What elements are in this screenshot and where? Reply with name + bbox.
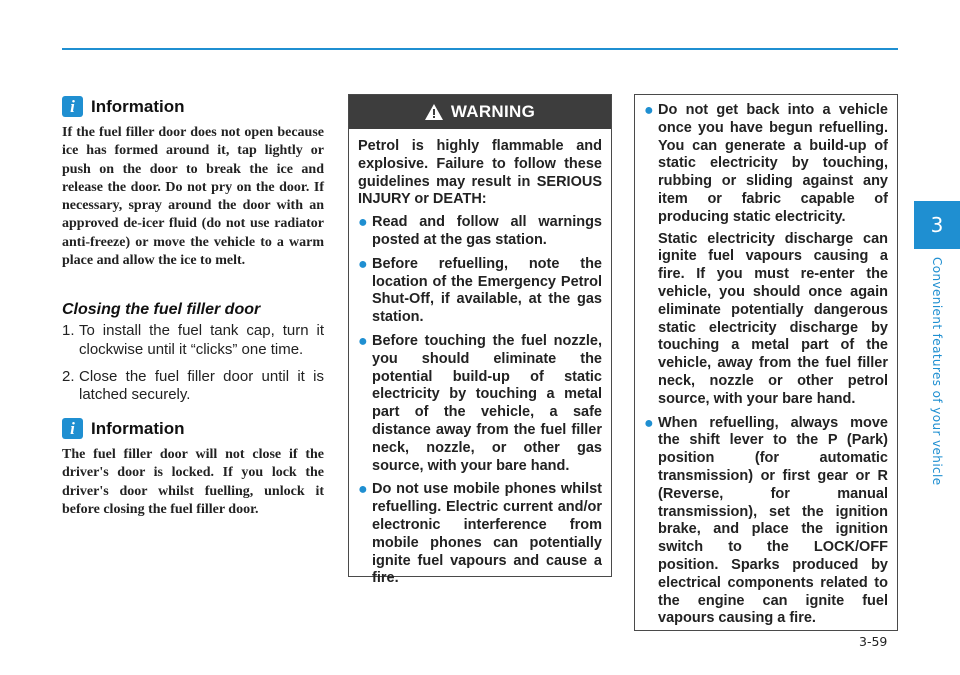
bullet-text: Before refuelling, note the location of the Emergency Petrol Shut-Off, if available, at the gas station.	[372, 255, 602, 326]
step-text: To install the fuel tank cap, turn it clockwise until it “clicks” one time.	[79, 322, 324, 358]
info-icon: i	[62, 96, 83, 117]
bullet-icon: ●	[644, 414, 654, 432]
list-item	[358, 481, 602, 588]
warning-triangle-icon	[425, 104, 443, 120]
info-heading-2	[62, 418, 185, 439]
section-heading-closing: Closing the fuel filler door	[62, 301, 261, 318]
bullet-icon: ●	[644, 102, 654, 119]
bullet-icon: ●	[358, 332, 368, 350]
chapter-number: 3	[930, 213, 944, 237]
bullet-text: When refuelling, always move the shift lever to the P (Park) position (for automatic transmission) or first gear or R (Reverse, for manual transmission), set the ignition brake, and place the ignition switch to the LOCK/OFF position. Sparks produced by electrical components related to the engine can ignite fuel vapours causing a fire.	[658, 414, 888, 627]
step-item	[62, 322, 324, 360]
bullet-text: Read and follow all warnings posted at the gas station.	[372, 214, 602, 248]
info-title: Information	[91, 418, 185, 438]
top-rule	[62, 48, 898, 50]
list-item	[358, 256, 602, 327]
closing-steps	[62, 322, 324, 413]
step-text: Close the fuel filler door until it is latched securely.	[79, 367, 324, 404]
step-item	[62, 368, 324, 406]
warning-continued-content	[635, 95, 897, 628]
bullet-text: Do not use mobile phones whilst refuelling. Electric current and/or electronic interference from mobile phones can potentially ignite fuel vapours and cause a fire.	[372, 481, 602, 587]
step-number: 1.	[62, 322, 75, 339]
info-body-2: The fuel filler door will not close if the driver's door is locked. If you lock the driver's door whilst fuelling, unlock it before closing the fuel filler door.	[62, 447, 324, 517]
warning-continued-box	[634, 94, 898, 631]
bullet-icon: ●	[358, 214, 368, 232]
info-title: Information	[91, 96, 185, 116]
warning-box	[348, 94, 612, 587]
bullet-icon: ●	[358, 481, 368, 499]
warning-title: WARNING	[450, 102, 536, 121]
list-item	[358, 214, 602, 250]
page-number: 3-59	[859, 634, 888, 649]
info-heading-1	[62, 96, 185, 117]
info-body-1: If the fuel filler door does not open because ice has formed around it, tap lightly or push on the door to break the ice and release the door. Do not pry on the door. If necessary, spray around the door with an approved de-icer fluid (do not use radiator anti-freeze) or move the vehicle to a warm place and allow the ice to melt.	[62, 125, 324, 269]
bullet-text: Before touching the fuel nozzle, you should eliminate the potential build-up of static electricity by touching a metal part of the vehicle, a safe distance away from the fuel filler neck, nozzle, or other gas source, with your bare hand.	[372, 332, 602, 474]
continued-bullets-2	[644, 415, 888, 629]
chapter-tab	[914, 201, 960, 249]
list-item	[644, 102, 888, 227]
warning-header	[349, 95, 611, 129]
list-item	[644, 415, 888, 629]
step-number: 2.	[62, 367, 75, 385]
continued-bullets	[644, 102, 888, 227]
list-item	[358, 333, 602, 475]
warning-intro: Petrol is highly flammable and explosive. Failure to follow these guidelines may result in SERIOUS INJURY or DEATH:	[358, 138, 602, 208]
bullet-sub-paragraph: Static electricity discharge can ignite fuel vapours causing a fire. If you must re-enter the vehicle, you should once again eliminate potentially dangerous static electricity discharge by touching a metal part of the vehicle, away from the fuel filler neck, nozzle or other petrol source, with your bare hand.	[658, 230, 888, 407]
bullet-icon: ●	[358, 255, 368, 273]
warning-content	[349, 129, 611, 588]
bullet-text: Do not get back into a vehicle once you have begun refuelling. You can generate a build-up of static electricity by touching, rubbing or sliding against any item or fabric capable of producing static electricity.	[658, 102, 888, 225]
chapter-title: Convenient features of your vehicle	[930, 257, 944, 486]
info-icon: i	[62, 418, 83, 439]
warning-bullets	[358, 214, 602, 588]
